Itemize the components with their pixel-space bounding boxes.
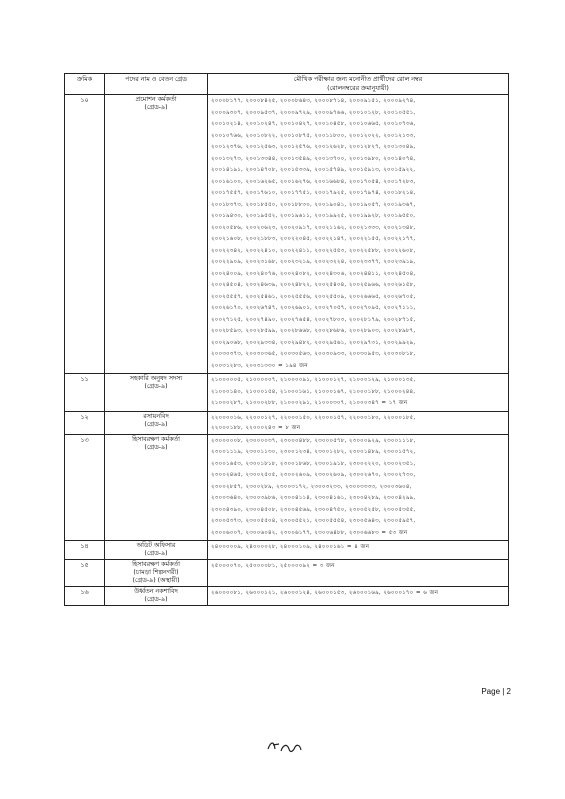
roll-number-line: ২০০২৬১৭০, ২০০২৬৭৪৭, ২০০২৬৯০১, ২০০২৭০৫৭, ২০০২৭০৯৫, ২০০২৭১১১, — [211, 305, 416, 311]
table-row — [65, 560, 509, 587]
roll-number-line: ২০০১০৭৬৬, ২০০১০৮২২, ২০০১০৮৭৫, ২০০১১৮০০, ২০০১২০২২, ২০০১২১৩৩, — [211, 132, 416, 139]
table-row — [65, 587, 509, 606]
roll-number-line: ২০০১৮৩৭৩, ২০০১৮৫৫০, ২০০১৮৮৩০, ২০০১৯০৪১, ২০০১৯০৫৭, ২০০১৯৩৬৭, — [211, 201, 416, 208]
roll-number-line: ২০০০৮১৭৭, ২০০০৮৪২৫, ২০০০৮৬৪৩, ২০০০৮৭১৪, ২০০০৯১৫১, ২০০০৯২৭৪, — [211, 98, 416, 104]
roll-numbers-cell — [208, 95, 509, 374]
roll-number-line: ২৬০০০০৮১, ২৬০০০১২১, ২৬০০০১২৪, ২৬০০০১৫৩, ২৬০০০১৬৯, ২৬০০০১৭০ = ৬ জন — [211, 590, 439, 596]
post-cell — [105, 541, 208, 560]
roll-number-line: ২০০১০২১৪, ২০০১০২৪৭, ২০০১০৪২৭, ২০০১০৪৫৮, ২০০১০৬৬৫, ২০০১০৭৩৬, — [211, 121, 416, 127]
roll-number-line: ২০০১৬১০০, ২০০১৬২৬৫, ২০০১৬২৭৬, ২০০১৬৬৮৪, ২০০১৭০৫৪, ২০০১৭২৮৩, — [211, 178, 416, 185]
table-header-row — [65, 74, 509, 95]
pay-grade: (গ্রেড-৯) — [144, 383, 168, 390]
roll-number-line: ২০০২১৬০৮, ২০০২১৮৮৩, ২০০২২০৪৫, ২০০২২১৪৭, ২০০২২১৫৫, ২০০২২১৭৭, — [211, 236, 416, 242]
roll-number-line: ২০০২৪০০৯, ২০০২৪০৭৬, ২০০২৪০৮২, ২০০২৪৩০৬, ২০০২৪৪১১, ২০০২৪৫০৪, — [211, 270, 416, 277]
roll-number-line: ২০০২২৩৪২, ২০০২২৪১০, ২০০২২৪১১, ২০০২২৫৫৩, ২০০২২৫৮৮, ২০০২২৬০৮, — [211, 247, 416, 254]
roll-number-line: ২২০০০০১৬, ২২০০০১২৭, ২২০০০১৫০, ২২০০০১৫৭, ২২০০০১৮০, ২২০০০১৮৫, — [211, 414, 416, 421]
serial-column-header: ক্রমিক — [65, 74, 105, 95]
post-cell — [105, 587, 208, 606]
handwritten-initial-signature — [265, 735, 305, 757]
roll-number-line: ২৩০০৬০০৭, ২৩০০৬০৪২, ২৩০০৬১৭৭, ২৩০০৬৪৮৮, ২৩০০৬৬৮৩ = ৫৩ জন — [211, 529, 408, 536]
roll-number-line: ২০০৩১২৮৩, ২০০৩১৩৩০ = ১৯৪ জন — [211, 362, 308, 369]
table-row — [65, 374, 509, 412]
roll-number-line: ২০০১৪১৯১, ২০০১৪৭০৮, ২০০১৫৩৩৯, ২০০১৫৭৪৯, ২০০১৫৯১৩, ২০০১৫৯২২, — [211, 167, 416, 173]
serial-number: ১২ — [65, 411, 105, 434]
roll-number-line: ২৩০০৫৩৭৩, ২৩০০৫৫০৪, ২৩০০৫৫২১, ২৩০০৫৫৫৪, ২৩০০৫৬৪৩, ২৩০০৫৯৫৭, — [211, 518, 416, 524]
page-number: Page | 2 — [481, 687, 511, 696]
table-row — [65, 434, 509, 541]
roll-number-line: ২১০০০২৮৭, ২১০০০২৮৮, ২১০০০২৯১, ২১০০০৩০৭, ২১০০০৩৪৭ = ১৭ জন — [211, 400, 408, 406]
roll-number-line: ২০০১২৩৭৬, ২০০১২৫৬৩, ২০০১২৫৭৬, ২০০১২৬২৮, ২০০১২৮২৭, ২০০১৩০৪৯, — [211, 144, 416, 150]
roll-number-line: ২০০০৯৩০৭, ২০০০৯৫৩৭, ২০০০৯৭২৯, ২০০০৯৭৬৬, ২০০১০১২৮, ২০০১০৫৫১, — [211, 109, 416, 116]
serial-number: ১৫ — [65, 560, 105, 587]
roll-number-line: ২০০২২৯০৯, ২০০২৩১৬৮, ২০০২৩২১৯, ২০০২৩২২৪, ২০০২৩৩৭৭, ২০০২৩৯১৯, — [211, 259, 416, 265]
post-column-header: পদের নাম ও বেতন গ্রেড — [105, 74, 208, 95]
roll-number-line: ২০০২৪৫০৪, ২০০২৪৬৩৯, ২০০২৪৮২২, ২০০২৫৪০৪, ২০০২৫৯৬৬, ২০০২৬১৫৮, — [211, 282, 416, 288]
roll-number-line: ২০০১৯৪৩০, ২০০১৯৫৫২, ২০০১৯৬১১, ২০০১৯৯২৫, ২০০১৯৯২৮, ২০০১৯৫৫০, — [211, 213, 416, 219]
roll-number-line: ২২০০০১৮৮, ২২০০০২৪৩ = ৮ জন — [211, 424, 301, 431]
roll-number-line: ২৩০০১৬৫৩, ২৩০০১৮১৮, ২৩০০১৮৬৮, ২৩০০১৯১৮, ২৩০০২২২০, ২৩০০২৩৫১, — [211, 460, 416, 467]
serial-number: ১১ — [65, 374, 105, 412]
roll-column-title: মৌখিক পরীক্ষার জন্য মনোনীত প্রার্থীদের রোল নম্বর — [293, 76, 423, 83]
roll-numbers-cell — [208, 541, 509, 560]
roll-number-line: ২১০০০১৪০, ২১০০০১৫৪, ২১০০০১৬১, ২১০০০১৬৭, ২১০০০১৮৮, ২১০০০২৪৪, — [211, 388, 416, 395]
pay-grade: (গ্রেড-৯) — [144, 596, 168, 603]
roll-number-line: ২০০২৫৫৫৭, ২০০২৫৪৬১, ২০০২৫৫৫৬, ২০০২৫৫০৯, ২০০২৬৬৬৫, ২০০২৬৭০৫, — [211, 293, 416, 300]
post-cell — [105, 560, 208, 587]
pay-grade: (গ্রেড-৯) (অস্থায়ী) — [132, 577, 180, 584]
post-cell — [105, 411, 208, 434]
roll-number-line: ২০০২৭১২৫, ২০০২৭৪৯০, ২০০২৭৬৫৪, ২০০২৭৮০৩, ২০০২৮১৭৯, ২০০২৮৭১৫, — [211, 316, 416, 323]
pay-grade: (গ্রেড-৯) — [144, 550, 168, 557]
pay-grade: (গ্রেড-৯) — [144, 104, 168, 111]
roll-number-line: ২০০২৮৫৯৩, ২০০২৮৫৯৯, ২০০২৮৬৬৮, ২০০২৮৬৮৬, ২০০২৮৯০৩, ২০০২৮৯৮৭, — [211, 328, 416, 334]
pay-grade: (গ্রেড-৯) — [144, 420, 168, 428]
serial-number: ১৪ — [65, 541, 105, 560]
roll-numbers-cell — [208, 560, 509, 587]
roll-number-line: ২৩০০৪৩৯০, ২৩০০৪৫০৮, ২৩০০৪৫৬৯, ২৩০০৪৭৫০, ২৩০০৫২৫৮, ২৩০০৫৩৫৫, — [211, 506, 416, 513]
serial-number: ১৬ — [65, 587, 105, 606]
roll-column-header — [208, 74, 509, 95]
post-name: সহকারি অনুষদ সদস্য — [129, 375, 183, 382]
roll-column-subtitle: (রোলনম্বরের ক্রমানুযায়ী) — [327, 85, 389, 92]
post-name: হিসাবরক্ষণ কর্মকর্তা — [132, 561, 180, 568]
table-row — [65, 95, 509, 374]
roll-number-line: ২০০১৩২৭৩, ২০০১৩৩৪৪, ২০০১৩৫৪৯, ২০০১৩৭০০, ২০০১৩৯৮০, ২০০১৪০৭৪, — [211, 155, 416, 162]
roll-number-line: ২৩০০০০০৮, ২৩০০০০৩৭, ২৩০০০৪৮৮, ২৩০০০৫৭৮, ২৩০০০৯২৯, ২৩০০১১১৮, — [211, 437, 416, 444]
roll-number-line: ২১০০০০০৫, ২১০০০০০৭, ২১০০০০৯১, ২১০০০১২৭, ২১০০০১২৯, ২১০০০১৩৫, — [211, 377, 416, 383]
post-name: রসায়নবিদ — [143, 412, 169, 420]
post-name: প্রমোশন কর্মকর্তা — [135, 96, 177, 103]
roll-number-line: ২৩০০১১১৯, ২৩০০১১৩০, ২৩০০১২৩৪, ২৩০০১২৮২, ২৩০০১৪৮৯, ২৩০০১৫৭২, — [211, 449, 416, 455]
post-cell — [105, 95, 208, 374]
roll-number-line: ২৪০০০০০৯, ২৪০০০০২৮, ২৪০০০১০৯, ২৪০০০১৬১ = ৪ জন — [211, 544, 370, 550]
candidate-roll-table — [64, 73, 509, 606]
post-name: হিসাবরক্ষণ কর্মকর্তা — [132, 435, 180, 443]
post-name: উর্ধ্বতন নকশাবিদ — [134, 588, 178, 595]
roll-numbers-cell — [208, 587, 509, 606]
table-body — [65, 95, 509, 606]
serial-number: ১০ — [65, 95, 105, 374]
roll-numbers-cell — [208, 434, 509, 541]
roll-numbers-cell — [208, 411, 509, 434]
roll-number-line: ২০০৩০৩৭৩, ২০০৩০৩৬৫, ২০০৩০৫৬৩, ২০০৩০৯৩৩, ২০০৩০৯৫৩, ২০০৩০৮১৮, — [211, 351, 416, 357]
roll-number-line: ২৫০০০০৭০, ২৫০০০০৮১, ২৫০০০০৯২ = ৩ জন — [211, 563, 335, 569]
post-name: অডিট অফিসার — [136, 542, 176, 549]
serial-number: ১৩ — [65, 434, 105, 541]
roll-number-line: ২৩০০২৪৬৫, ২৩০০২৫০৫, ২৩০০২৬০৯, ২৩০০২৬০৯, ২৩০০২৬৭০, ২৩০০২৭৩০, — [211, 472, 416, 478]
roll-number-line: ২০০১৭৫৫৭, ২০০১৭৬১০, ২০০১৭৭৫১, ২০০১৭৯২৫, ২০০১৭৯৭৪, ২০০১৮২১৪, — [211, 190, 416, 196]
table-row — [65, 541, 509, 560]
pay-grade: (গ্রেড-৯) — [144, 443, 168, 451]
post-cell — [105, 374, 208, 412]
roll-number-line: ২৩০০৩৬৪০, ২৩০০৩৯৮৬, ২৩০০৪১১৪, ২৩০০৪১৬১, ২৩০০৪২৮৯, ২৩০০৪২৯৯, — [211, 495, 416, 501]
roll-number-line: ২০০২০৫৮৬, ২০০২০৬২৩, ২০০২০৯১৭, ২০০২১১৬২, ২০০২১৩৩৩, ২০০২১৩৪৮, — [211, 224, 416, 231]
roll-numbers-cell — [208, 374, 509, 412]
table-row — [65, 411, 509, 434]
roll-number-line: ২৩০০২৮৫৭, ২৩০০২৮৯, ২৩০০৩১৭২, ২৩০০৩২৩৩, ২৩০০৩৩৩৩, ২৩০০৩৬০৪, — [211, 483, 412, 490]
roll-number-line: ২০০২৯০৬৮, ২০০২৯৩৩৪, ২০০২৯৪৮২, ২০০২৯৫৬১, ২০০২৯৭৩১, ২০০২৯৯২৯, — [211, 339, 416, 346]
post-name-note: (চামড়া শিল্পনগরী) — [133, 569, 179, 576]
post-cell — [105, 434, 208, 541]
